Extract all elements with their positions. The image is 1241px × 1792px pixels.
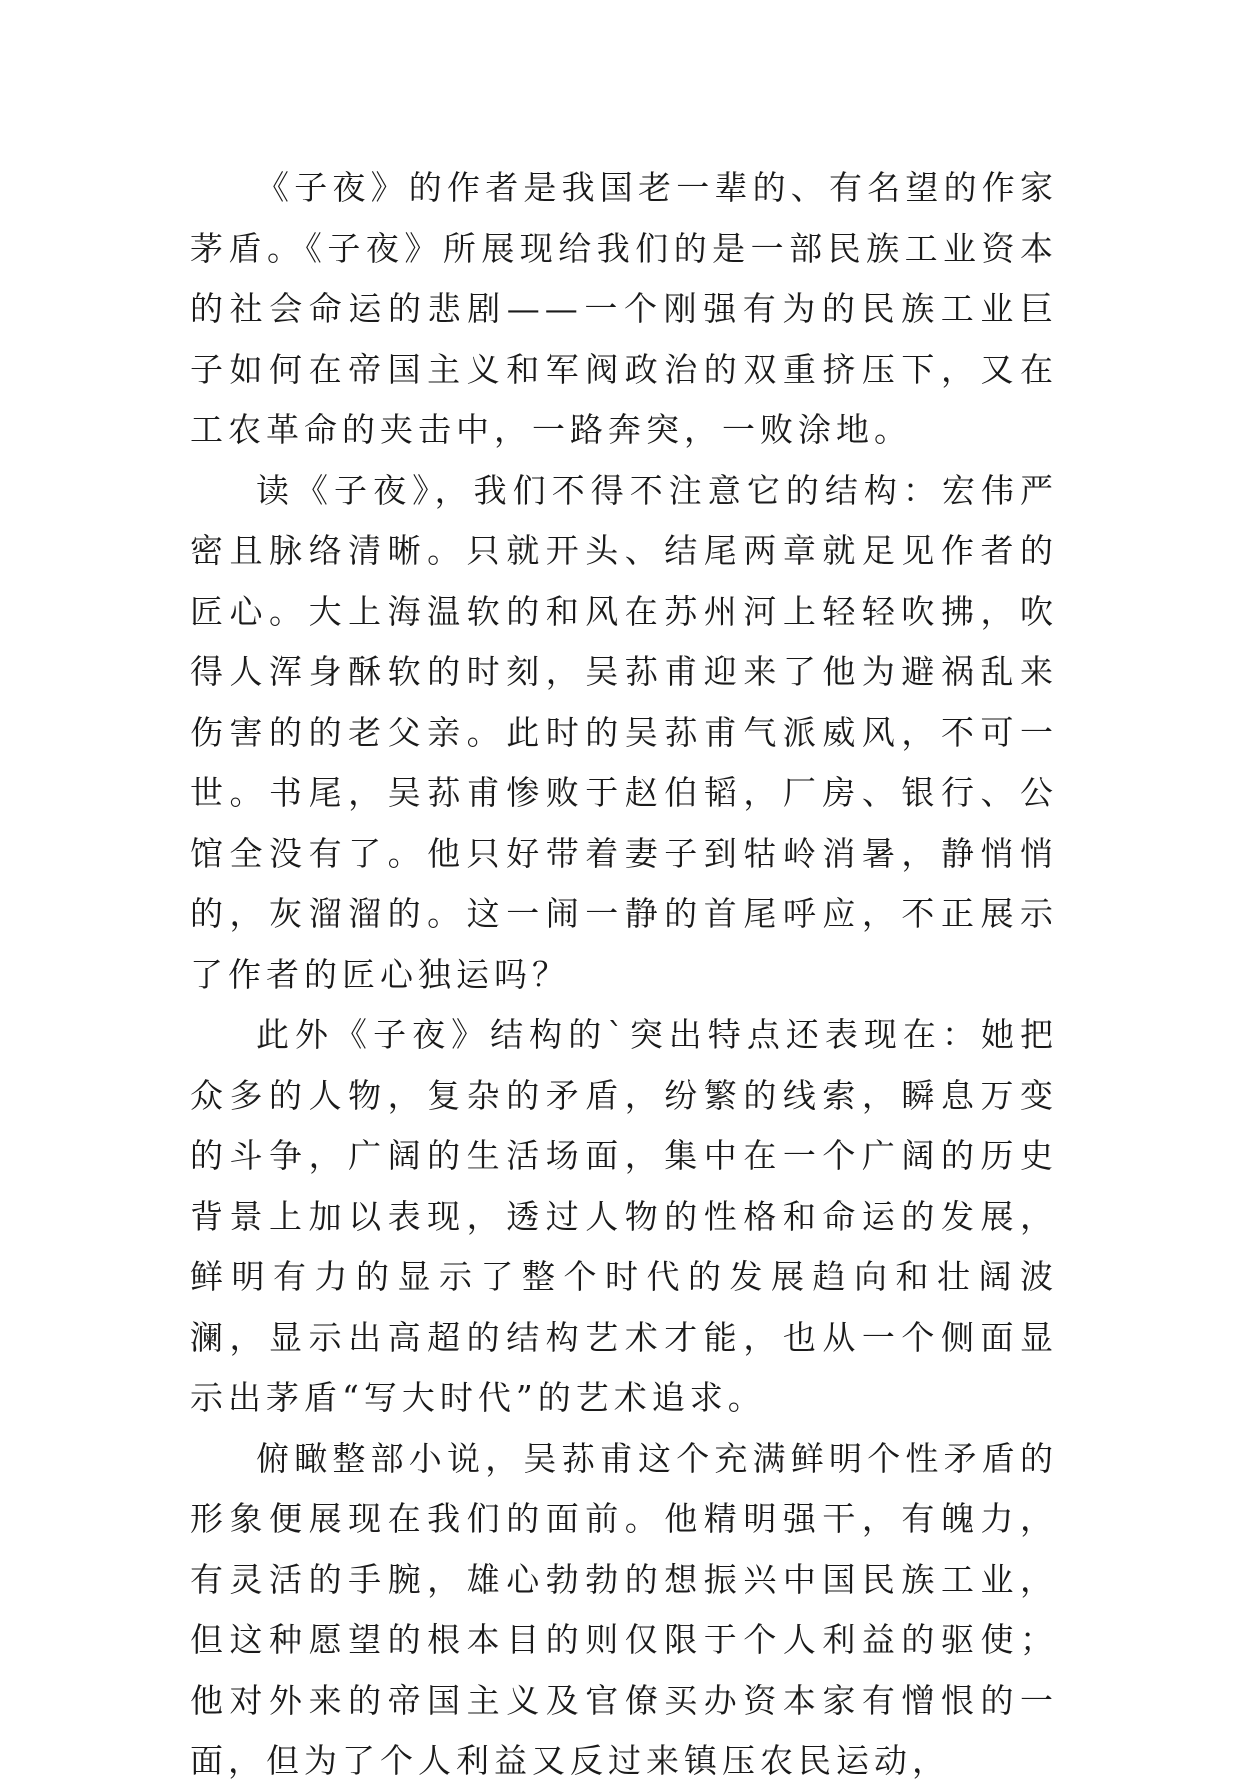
paragraph-3: 此外《子夜》结构的`突出特点还表现在：她把众多的人物，复杂的矛盾，纷繁的线索，瞬息万变的斗争，广阔的生活场面，集中在一个广阔的历史背景上加以表现，透过人物的性格和命运的发展，鲜明有力的显示了整个时代的发展趋向和壮阔波澜，显示出高超的结构艺术才能，也从一个侧面显示出茅盾“写大时代”的艺术追求。: [190, 1015, 1058, 1417]
paragraph-2: 读《子夜》，我们不得不注意它的结构：宏伟严密且脉络清晰。只就开头、结尾两章就足见作者的匠心。大上海温软的和风在苏州河上轻轻吹拂，吹得人浑身酥软的时刻，吴荪甫迎来了他为避祸乱来伤害的的老父亲。此时的吴荪甫气派威风，不可一世。书尾，吴荪甫惨败于赵伯韬，厂房、银行、公馆全没有了。他只好带着妻子到牯岭消暑，静悄悄的，灰溜溜的。这一闹一静的首尾呼应，不正展示了作者的匠心独运吗？: [190, 470, 1058, 994]
paragraph-1: 《子夜》的作者是我国老一辈的、有名望的作家茅盾。《子夜》所展现给我们的是一部民族工业资本的社会命运的悲剧——一个刚强有为的民族工业巨子如何在帝国主义和军阀政治的双重挤压下，又在工农革命的夹击中，一路奔突，一败涂地。: [190, 168, 1058, 449]
document-body: [190, 158, 1058, 1792]
paragraph-4: 俯瞰整部小说，吴荪甫这个充满鲜明个性矛盾的形象便展现在我们的面前。他精明强干，有魄力，有灵活的手腕，雄心勃勃的想振兴中国民族工业，但这种愿望的根本目的则仅限于个人利益的驱使；他对外来的帝国主义及官僚买办资本家有憎恨的一面，但为了个人利益又反过来镇压农民运动，: [190, 1438, 1058, 1780]
